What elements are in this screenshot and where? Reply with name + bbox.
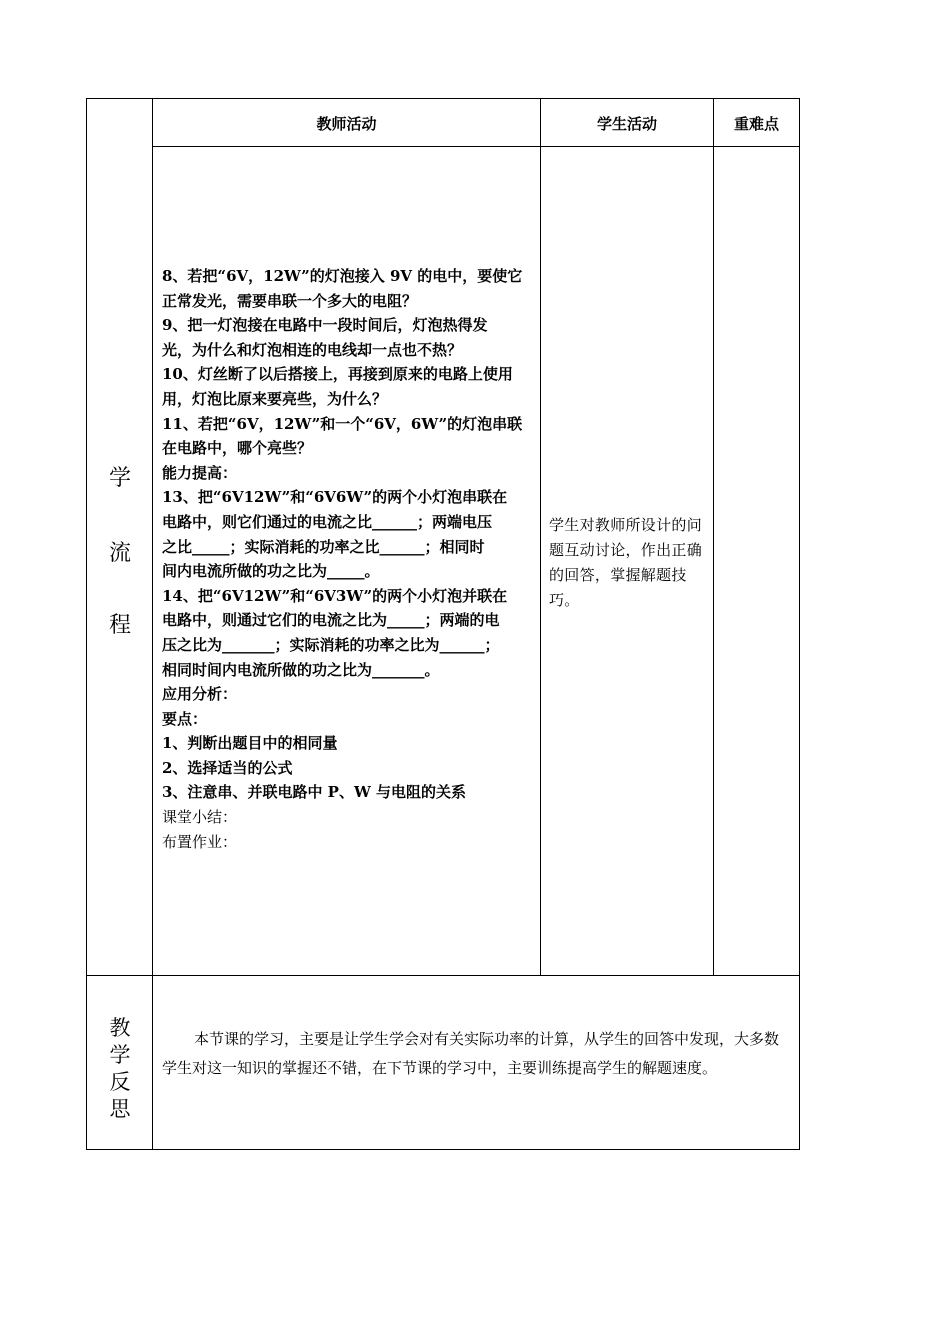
section-divider <box>86 975 800 976</box>
teacher-line: 13、把“6V12W”和“6V6W”的两个小灯泡串联在 <box>162 488 508 507</box>
teacher-line: 用，灯泡比原来要亮些，为什么？ <box>162 389 388 408</box>
reflection-label-char-1: 教 <box>109 1016 131 1040</box>
process-label-char-2: 流 <box>108 541 131 566</box>
process-label-char-1: 学 <box>108 466 131 491</box>
table-border-top <box>86 98 800 99</box>
teacher-line: 14、把“6V12W”和“6V3W”的两个小灯泡并联在 <box>162 586 508 605</box>
process-label-char-3: 程 <box>108 613 131 638</box>
reflection-label-char-4: 思 <box>109 1097 131 1121</box>
reflection-text: 本节课的学习，主要是让学生学会对有关实际功率的计算，从学生的回答中发现，大多数学生对这一知识的掌握还不错，在下节课的学习中，主要训练提高学生的解题速度。 <box>162 1030 780 1077</box>
table-border-left <box>86 98 87 1150</box>
teacher-line: 1、判断出题目中的相同量 <box>162 734 338 753</box>
label-column-divider <box>152 98 153 1150</box>
student-activity-text: 学生对教师所设计的问题互动讨论，作出正确的回答，掌握解题技巧。 <box>549 516 703 609</box>
teacher-line: 之比_____；实际消耗的功率之比______；相同时 <box>162 537 485 556</box>
teacher-activity-content <box>162 264 534 854</box>
table-border-right <box>799 98 800 1150</box>
table-border-bottom <box>86 1149 800 1150</box>
header-teacher-activity: 教师活动 <box>316 115 377 133</box>
teacher-line: 11、若把“6V，12W”和一个“6V，6W”的灯泡串联 <box>162 414 523 433</box>
teacher-line: 正常发光，需要串联一个多大的电阻？ <box>162 291 418 310</box>
teacher-line: 要点： <box>162 709 208 728</box>
teacher-line: 2、选择适当的公式 <box>162 758 293 777</box>
header-divider <box>152 146 800 147</box>
teacher-line: 应用分析： <box>162 685 238 704</box>
teacher-line: 电路中，则它们通过的电流之比______；两端电压 <box>162 512 493 531</box>
teacher-line: 在电路中，哪个亮些？ <box>162 439 313 458</box>
teacher-line: 课堂小结： <box>162 808 238 827</box>
teacher-line: 间内电流所做的功之比为_____。 <box>162 562 380 581</box>
teacher-line: 9、把一灯泡接在电路中一段时间后，灯泡热得发 <box>162 316 488 335</box>
teacher-line: 3、注意串、并联电路中 P、W 与电阻的关系 <box>162 783 467 802</box>
teacher-line: 电路中，则通过它们的电流之比为_____；两端的电 <box>162 611 500 630</box>
teacher-student-divider <box>540 98 541 976</box>
teacher-line: 8、若把“6V，12W”的灯泡接入 9V 的电中，要使它 <box>162 267 523 285</box>
reflection-label-char-2: 学 <box>109 1043 131 1067</box>
teacher-line: 10、灯丝断了以后搭接上，再接到原来的电路上使用 <box>162 365 513 384</box>
reflection-label-char-3: 反 <box>109 1070 131 1094</box>
teacher-line: 能力提高： <box>162 463 238 482</box>
teacher-line: 布置作业： <box>162 832 238 851</box>
header-keypoints: 重难点 <box>733 115 779 133</box>
teacher-line: 相同时间内电流所做的功之比为_______。 <box>162 660 440 679</box>
header-student-activity: 学生活动 <box>596 115 657 133</box>
teacher-line: 光，为什么和灯泡相连的电线却一点也不热？ <box>162 340 463 359</box>
teacher-line: 压之比为_______；实际消耗的功率之比为______； <box>162 635 500 654</box>
student-keypoints-divider <box>713 98 714 976</box>
